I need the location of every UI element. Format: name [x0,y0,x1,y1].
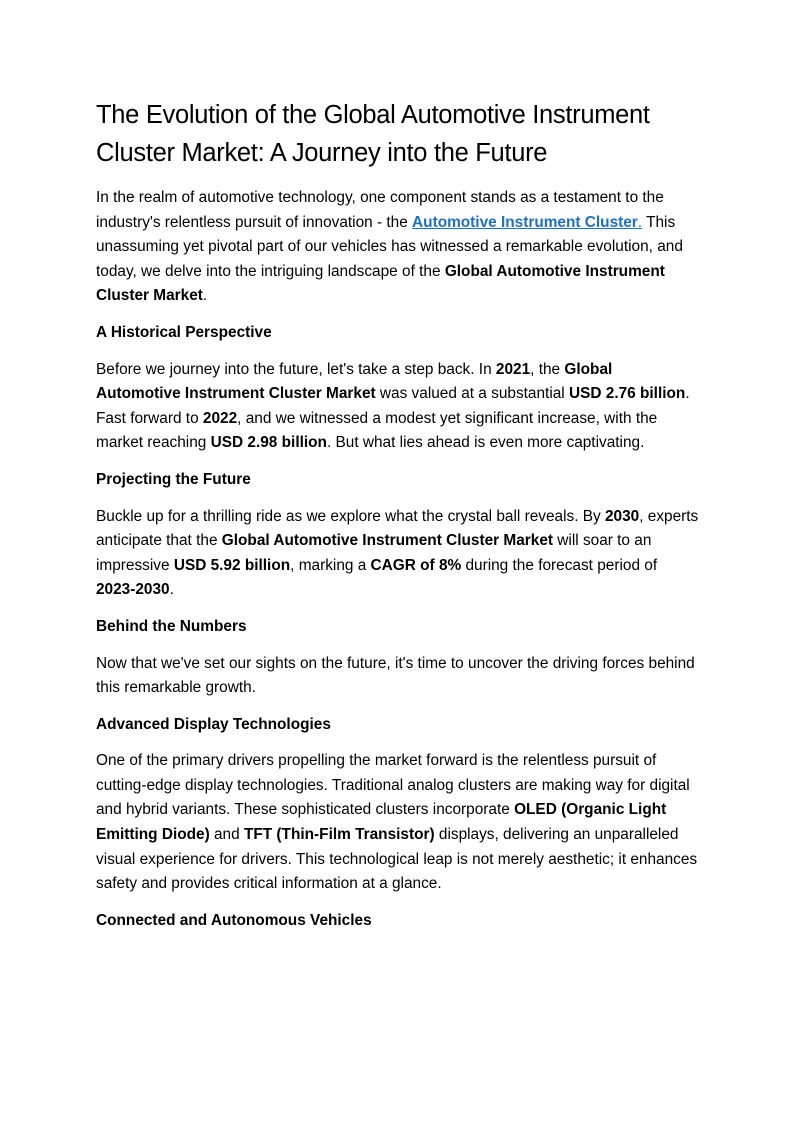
projecting-bold-market: Global Automotive Instrument Cluster Market [221,532,554,550]
historical-paragraph [96,358,700,456]
display-text-3: displays, delivering an unparalleled visual experience for drivers. This technological leap is not merely aesthetic; it enhances safety and provides critical information at a glance. [96,826,698,893]
link-text[interactable]: Automotive Instrument Cluster [412,213,638,231]
projecting-text-3: will soar to an impressive [96,532,652,574]
heading-projecting-the-future: Projecting the Future [96,470,251,488]
intro-bold-market: Global Automotive Instrument Cluster Market [96,262,665,305]
intro-paragraph [96,186,700,309]
historical-text-2: , the [530,360,565,378]
projecting-paragraph [96,505,700,603]
projecting-text-4: , marking a [290,556,371,574]
automotive-instrument-cluster-link[interactable] [412,214,642,231]
projecting-bold-value-2030: USD 5.92 billion [173,556,291,574]
intro-text-2: This unassuming yet pivotal part of our vehicles has witnessed a remarkable evolution, and today, we delve into the intriguing landscape of the [96,213,683,280]
behind-paragraph: Now that we've set our sights on the future, it's time to uncover the driving forces behind this remarkable growth. [96,654,695,697]
heading-advanced-display-technologies: Advanced Display Technologies [96,715,331,733]
projecting-text-1: Buckle up for a thrilling ride as we explore what the crystal ball reveals. By [96,507,605,525]
heading-historical-perspective: A Historical Perspective [96,323,272,341]
historical-text-1: Before we journey into the future, let's take a step back. In [96,360,496,378]
historical-text-3: was valued at a substantial [375,385,569,403]
historical-bold-market: Global Automotive Instrument Cluster Market [96,360,613,403]
projecting-bold-2030: 2030 [604,507,640,525]
display-bold-oled: OLED (Organic Light Emitting Diode) [96,801,667,844]
document-page [96,96,700,945]
intro-text-3: . [202,287,208,305]
display-bold-tft: TFT (Thin-Film Transistor) [243,826,435,844]
projecting-text-6: . [169,581,174,599]
historical-bold-2021: 2021 [495,360,531,378]
historical-text-5: , and we witnessed a modest yet significant increase, with the market reaching [96,409,658,452]
link-trail[interactable]: . [637,213,643,231]
display-text-1: One of the primary drivers propelling the market forward is the relentless pursuit of cutting-edge display technologies. Traditional analog clusters are making way for digital and hybrid variants. These sophisticated clusters incorporate [96,752,690,819]
historical-bold-value-2021: USD 2.76 billion [569,385,686,403]
display-paragraph [96,749,700,897]
page-title: The Evolution of the Global Automotive Instrument Cluster Market: A Journey into the Future [96,101,650,167]
historical-bold-value-2022: USD 2.98 billion [210,434,327,452]
projecting-text-5: during the forecast period of [461,556,658,574]
intro-text-1: In the realm of automotive technology, one component stands as a testament to the industry's relentless pursuit of innovation - the [96,189,664,231]
display-text-2: and [209,826,244,844]
heading-connected-autonomous-vehicles: Connected and Autonomous Vehicles [96,911,372,929]
projecting-bold-cagr: CAGR of 8% [370,556,462,574]
heading-behind-the-numbers: Behind the Numbers [96,617,247,635]
historical-text-6: . But what lies ahead is even more captivating. [326,434,645,452]
projecting-bold-forecast-period: 2023-2030 [96,581,170,599]
historical-text-4: . Fast forward to [96,385,690,427]
projecting-text-2: , experts anticipate that the [96,507,699,550]
historical-bold-2022: 2022 [202,409,238,427]
